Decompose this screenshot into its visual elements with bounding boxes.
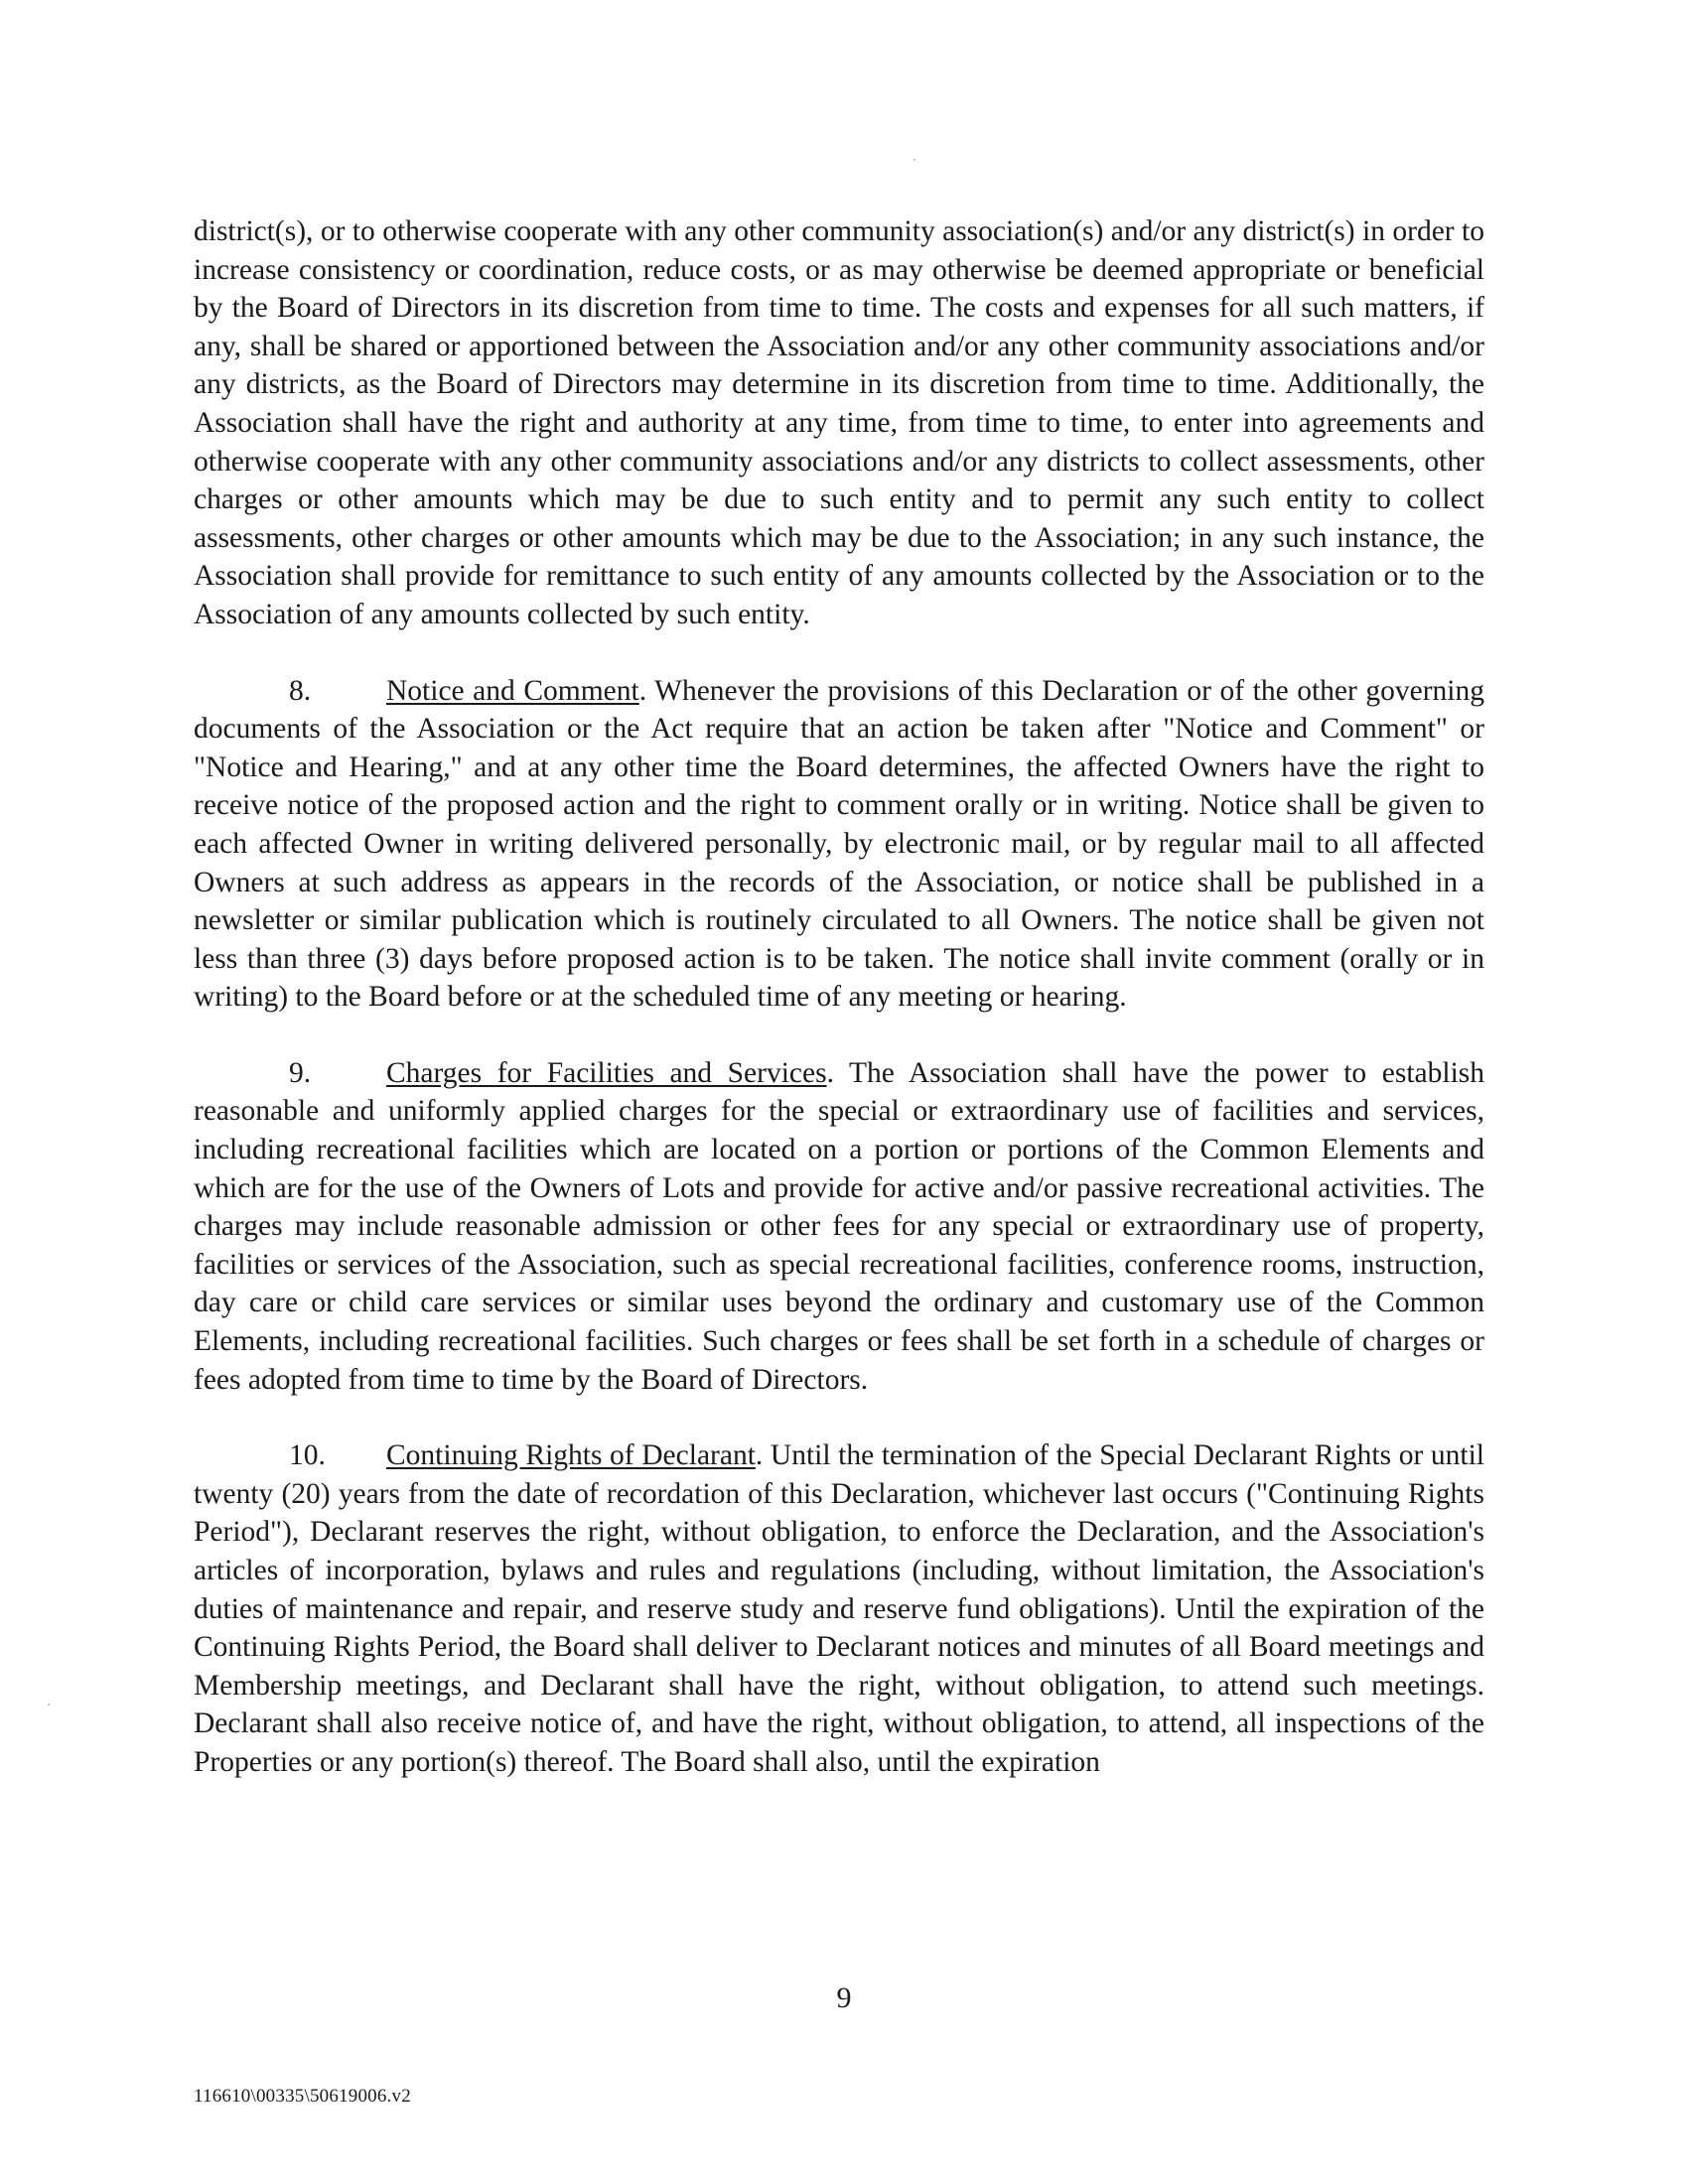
paragraph-continuation [194,212,1484,634]
scan-speck [48,1704,50,1706]
paragraph-text: . The Association shall have the power to establish reasonable and uniformly applied charges for the special or extraordinary use of facilities and services, including recreational facilities which are located on a portion or portions of the Common Elements and which are for the use of the Owners of Lots and provide for active and/or passive recreational activities. The charges may include reasonable admission or other fees for any special or extraordinary use of property, facilities or services of the Association, such as special recreational facilities, conference rooms, instruction, day care or child care services or similar uses beyond the ordinary and customary use of the Common Elements, including recreational facilities. Such charges or fees shall be set forth in a schedule of charges or fees adopted from time to time by the Board of Directors. [194,1056,1484,1396]
paragraph-text: . Until the termination of the Special Declarant Rights or until twenty (20) years from the date of recordation of this Declaration, whichever last occurs ("Continuing Rights Period"), Declarant reserves the right, without obligation, to enforce the Declaration, and the Association's articles of incorporation, bylaws and rules and regulations (including, without limitation, the Association's duties of maintenance and repair, and reserve study and reserve fund obligations). Until the expiration of the Continuing Rights Period, the Board shall deliver to Declarant notices and minutes of all Board meetings and Membership meetings, and Declarant shall have the right, without obligation, to attend such meetings. Declarant shall also receive notice of, and have the right, without obligation, to attend, all inspections of the Properties or any portion(s) thereof. The Board shall also, until the expiration [194,1439,1484,1778]
page-number: 9 [836,1981,852,2014]
paragraph-text: . Whenever the provisions of this Declaration or of the other governing documents of the Association or the Act require that an action be taken after "Notice and Comment" or "Notice and Hearing," and at any other time the Board determines, the affected Owners have the right to receive notice of the proposed action and the right to comment orally or in writing. Notice shall be given to each affected Owner in writing delivered personally, by electronic mail, or by regular mail to all affected Owners at such address as appears in the records of the Association, or notice shall be published in a newsletter or similar publication which is routinely circulated to all Owners. The notice shall be given not less than three (3) days before proposed action is to be taken. The notice shall invite comment (orally or in writing) to the Board before or at the scheduled time of any meeting or hearing. [194,674,1484,1014]
section-heading: Charges for Facilities and Services [386,1056,827,1089]
section-heading: Continuing Rights of Declarant [386,1439,756,1472]
section-heading: Notice and Comment [386,674,639,707]
paragraph-10 [194,1436,1484,1781]
document-body [194,212,1484,1820]
paragraph-9 [194,1054,1484,1399]
section-number: 8. [289,674,312,707]
paragraph-text: district(s), or to otherwise cooperate with any other community association(s) and/or any district(s) in order to increase consistency or coordination, reduce costs, or as may otherwise be deemed appropriate or beneficial by the Board of Directors in its discretion from time to time. The costs and expenses for all such matters, if any, shall be shared or apportioned between the Association and/or any other community associations and/or any districts, as the Board of Directors may determine in its discretion from time to time. Additionally, the Association shall have the right and authority at any time, from time to time, to enter into agreements and otherwise cooperate with any other community associations and/or any districts to collect assessments, other charges or other amounts which may be due to such entity and to permit any such entity to collect assessments, other charges or other amounts which may be due to the Association; in any such instance, the Association shall provide for remittance to such entity of any amounts collected by the Association or to the Association of any amounts collected by such entity. [194,215,1484,630]
document-id: 116610\00335\50619006.v2 [194,2086,411,2107]
section-number: 9. [289,1056,312,1089]
paragraph-8 [194,672,1484,1017]
section-number: 10. [289,1439,326,1472]
scan-speck [914,159,915,161]
